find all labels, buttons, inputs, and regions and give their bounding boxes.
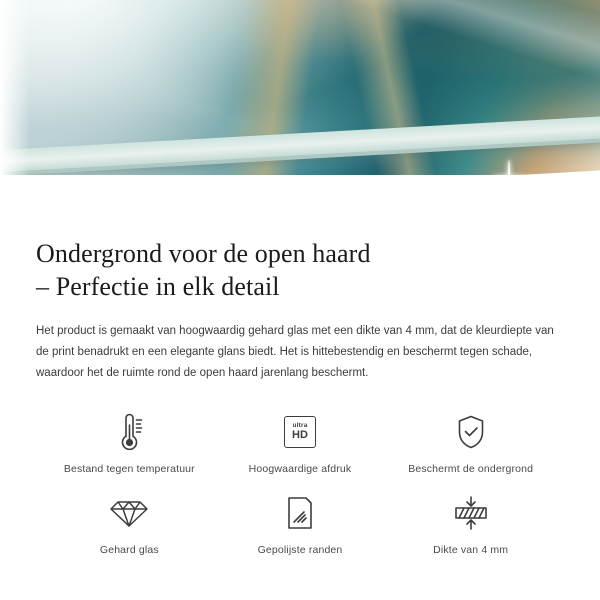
feature-item-polished-edges — [215, 491, 386, 556]
feature-label: Hoogwaardige afdruk — [248, 463, 352, 475]
feature-item-temperature — [44, 410, 215, 475]
content-area — [0, 237, 600, 556]
feature-item-print-quality — [215, 410, 386, 475]
feature-label: Gehard glas — [99, 544, 159, 556]
feature-item-surface-protection — [385, 410, 556, 475]
ultra-hd-badge-bottom: HD — [292, 429, 308, 442]
thickness-icon — [449, 491, 493, 535]
polished-edges-icon — [280, 491, 320, 535]
ultra-hd-badge-top: ultra — [292, 421, 308, 429]
hero-bottom-fade — [0, 175, 600, 215]
diamond-icon — [108, 491, 150, 535]
ultra-hd-icon — [284, 410, 316, 454]
feature-label: Gepolijste randen — [257, 544, 343, 556]
headline-line-2: – Perfectie in elk detail — [36, 272, 280, 301]
feature-item-thickness — [385, 491, 556, 556]
page-title — [36, 237, 564, 303]
feature-label: Bestand tegen temperatuur — [63, 463, 195, 475]
feature-item-tempered-glass — [44, 491, 215, 556]
feature-grid — [36, 410, 564, 556]
headline-line-1: Ondergrond voor de open haard — [36, 239, 371, 268]
shield-check-icon — [452, 410, 490, 454]
feature-label: Dikte van 4 mm — [433, 544, 509, 556]
product-description: Het product is gemaakt van hoogwaardig gehard glas met een dikte van 4 mm, dat de kleurdiepte van de print benadrukt en een elegante glans biedt. Het is hittebestendig en beschermt tegen schade, waardoor het de ruimte rond de open haard jarenlang beschermt. — [36, 325, 554, 379]
hero-image — [0, 0, 600, 215]
feature-label: Beschermt de ondergrond — [408, 463, 534, 475]
thermometer-icon — [109, 410, 149, 454]
